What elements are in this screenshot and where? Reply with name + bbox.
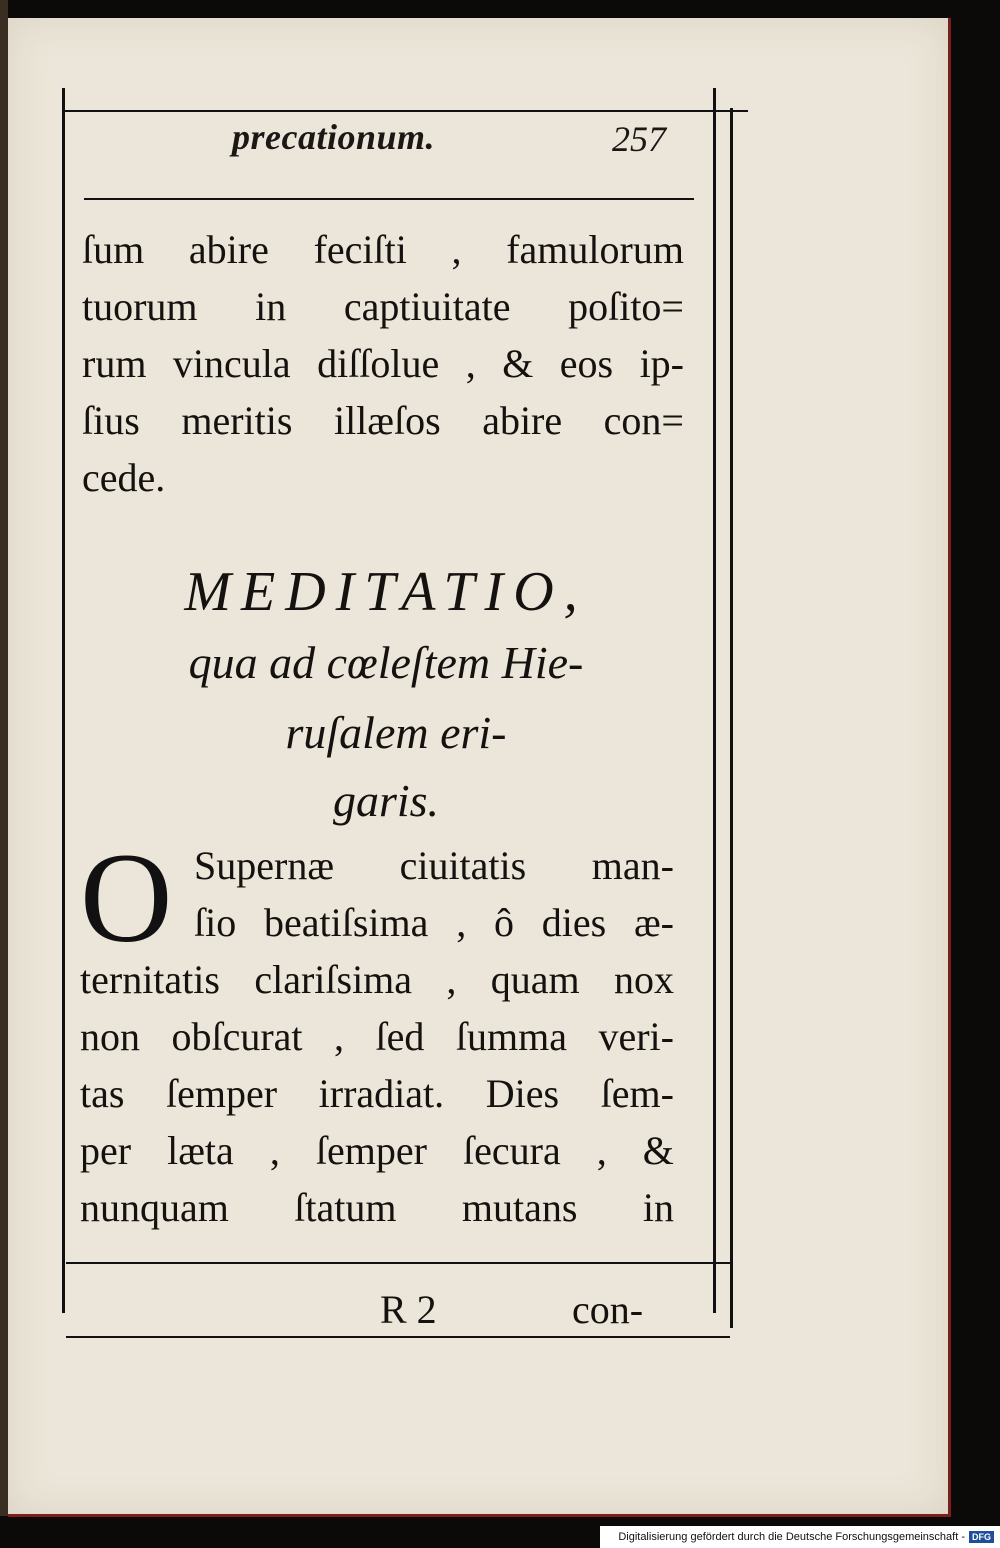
word: Dies bbox=[485, 1071, 560, 1116]
word: feciſti bbox=[313, 227, 407, 272]
word: captiuitate bbox=[343, 284, 511, 329]
word: ſumma bbox=[455, 1014, 567, 1059]
word: non bbox=[80, 1014, 140, 1059]
top-text-line bbox=[82, 279, 684, 335]
word: ſemper bbox=[315, 1128, 427, 1173]
body-text-line bbox=[80, 1180, 674, 1236]
signature-mark: R 2 bbox=[380, 1287, 437, 1332]
word: famulorum bbox=[506, 227, 684, 272]
word: rum bbox=[82, 341, 147, 386]
footer-rule-bottom bbox=[66, 1336, 730, 1338]
word: man- bbox=[591, 843, 674, 888]
heading-title: MEDITATIO, bbox=[184, 561, 588, 623]
word: per bbox=[80, 1128, 132, 1173]
word: ſed bbox=[375, 1014, 425, 1059]
word: quam bbox=[490, 957, 580, 1002]
word: con= bbox=[603, 398, 684, 443]
word: ſio bbox=[194, 900, 237, 945]
heading-subtitle-line-1: qua ad cœleſtem Hie- bbox=[188, 637, 584, 688]
word: dies bbox=[541, 900, 607, 945]
word: poſito= bbox=[568, 284, 684, 329]
dfg-logo: DFG bbox=[969, 1531, 994, 1543]
word: ſem- bbox=[600, 1071, 674, 1116]
word: ſtatum bbox=[294, 1185, 397, 1230]
word: , bbox=[446, 957, 457, 1002]
word: ciuitatis bbox=[399, 843, 527, 888]
word: & bbox=[642, 1128, 674, 1173]
word: , bbox=[465, 341, 476, 386]
word: ip- bbox=[639, 341, 684, 386]
word: , bbox=[269, 1128, 280, 1173]
word: cede. bbox=[82, 455, 166, 500]
word: , bbox=[456, 900, 467, 945]
word: irradiat. bbox=[318, 1071, 445, 1116]
body-text-line bbox=[194, 838, 674, 894]
word: in bbox=[642, 1185, 674, 1230]
top-text-line bbox=[82, 222, 684, 278]
top-text-line bbox=[82, 393, 684, 449]
word: , bbox=[334, 1014, 345, 1059]
credit-text: Digitalisierung gefördert durch die Deutsche Forschungsgemeinschaft - bbox=[618, 1531, 965, 1543]
word: ſius bbox=[82, 398, 140, 443]
word: & bbox=[502, 341, 534, 386]
word: æ- bbox=[633, 900, 674, 945]
word: mutans bbox=[461, 1185, 578, 1230]
word: ſemper bbox=[166, 1071, 278, 1116]
word: obſcurat bbox=[171, 1014, 303, 1059]
word: ô bbox=[493, 900, 514, 945]
footer-rule-top bbox=[66, 1262, 730, 1264]
word: beatiſsima bbox=[264, 900, 429, 945]
page-number: 257 bbox=[612, 119, 666, 159]
drop-cap: O bbox=[80, 827, 173, 969]
word: læta bbox=[167, 1128, 234, 1173]
top-text-line bbox=[82, 450, 684, 506]
top-text-line bbox=[82, 336, 684, 392]
body-text-line bbox=[80, 1009, 674, 1065]
frame-top-rule bbox=[62, 110, 748, 112]
word: diſſolue bbox=[317, 341, 440, 386]
word: nunquam bbox=[80, 1185, 229, 1230]
text-frame-outer-rule bbox=[730, 108, 733, 1328]
word: clariſsima bbox=[254, 957, 413, 1002]
word: abire bbox=[188, 227, 269, 272]
body-text-line bbox=[194, 895, 674, 951]
word: tuorum bbox=[82, 284, 198, 329]
word: nox bbox=[614, 957, 674, 1002]
word: , bbox=[451, 227, 462, 272]
word: veri- bbox=[598, 1014, 674, 1059]
word: vincula bbox=[172, 341, 291, 386]
catchword: con- bbox=[572, 1287, 644, 1332]
header-rule bbox=[84, 198, 694, 200]
heading-subtitle-line-3: garis. bbox=[332, 775, 440, 826]
body-text-line bbox=[80, 952, 674, 1008]
digitization-credit bbox=[600, 1526, 1000, 1548]
word: tas bbox=[80, 1071, 125, 1116]
book-spine-edge bbox=[0, 0, 8, 1516]
word: illæſos bbox=[333, 398, 441, 443]
word: Supernæ bbox=[194, 843, 334, 888]
body-text-line bbox=[80, 1066, 674, 1122]
body-text-line bbox=[80, 1123, 674, 1179]
heading-subtitle-line-2: ruſalem eri- bbox=[285, 707, 507, 758]
word: ſecura bbox=[463, 1128, 561, 1173]
word: abire bbox=[482, 398, 563, 443]
running-head: precationum. bbox=[232, 117, 436, 157]
word: in bbox=[255, 284, 287, 329]
word: ternitatis bbox=[80, 957, 220, 1002]
word: ſum bbox=[82, 227, 145, 272]
word: eos bbox=[559, 341, 614, 386]
word: , bbox=[596, 1128, 607, 1173]
word: meritis bbox=[181, 398, 293, 443]
